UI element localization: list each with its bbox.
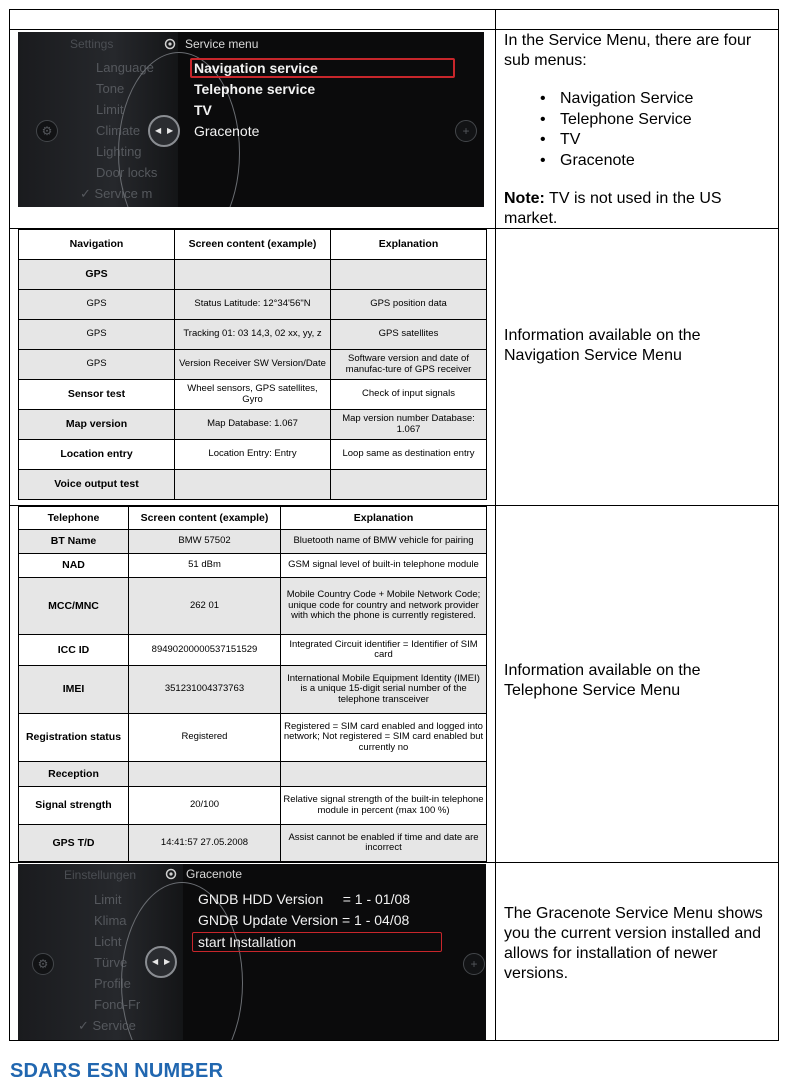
start-installation-item[interactable]: start Installation [198, 934, 297, 950]
table-row [19, 530, 487, 554]
row-divider [9, 862, 779, 863]
table-cell: Registered [129, 714, 281, 762]
table-cell: BMW 57502 [129, 530, 281, 554]
sidebar-item: Türve [94, 955, 128, 970]
gear-icon: ⚙ [32, 953, 54, 975]
table-row [19, 714, 487, 762]
table-cell: 51 dBm [129, 554, 281, 578]
sidebar-item: Language [96, 60, 154, 75]
service-menu-title: Service menu [185, 37, 259, 51]
gracenote-title: Gracenote [186, 867, 243, 881]
table-cell: Map version [19, 410, 175, 440]
table-row [19, 440, 487, 470]
table-cell: Location entry [19, 440, 175, 470]
table-cell: 351231004373763 [129, 666, 281, 714]
sidebar-item: Limit [96, 102, 124, 117]
table-cell: Status Latitude: 12°34'56"N [175, 290, 331, 320]
table-cell: 89490200000537151529 [129, 635, 281, 666]
table-cell: Map Database: 1.067 [175, 410, 331, 440]
table-cell: Location Entry: Entry [175, 440, 331, 470]
table-cell: GPS [19, 290, 175, 320]
table-row [19, 578, 487, 635]
table-cell: GPS [19, 350, 175, 380]
table-cell: IMEI [19, 666, 129, 714]
table-cell: NAD [19, 554, 129, 578]
table-header: Explanation [331, 230, 487, 260]
table-cell: Wheel sensors, GPS satellites, Gyro [175, 380, 331, 410]
menu-item-telephone-service[interactable]: Telephone service [194, 81, 316, 97]
plus-icon: + [463, 953, 485, 975]
table-row [19, 470, 487, 500]
row-divider [9, 29, 779, 30]
table-cell: GPS [19, 320, 175, 350]
table-cell: International Mobile Equipment Identity (IMEI) is a unique 15-digit serial number of the telephone transceiver [281, 666, 487, 714]
einstellungen-label: Einstellungen [64, 868, 137, 882]
navigation-service-table [18, 229, 487, 500]
note [504, 189, 774, 229]
table-row [19, 290, 487, 320]
table-cell [129, 762, 281, 787]
gndb-hdd-version: GNDB HDD Version = 1 - 01/08 [198, 891, 411, 907]
plus-icon: + [455, 120, 477, 142]
table-cell: Sensor test [19, 380, 175, 410]
table-cell: Version Receiver SW Version/Date [175, 350, 331, 380]
table-cell: Assist cannot be enabled if time and date are incorrect [281, 825, 487, 862]
settings-label: Settings [70, 37, 114, 51]
table-cell: GPS T/D [19, 825, 129, 862]
note-text: TV is not used in the US market. [504, 190, 722, 227]
sidebar-item: Lighting [96, 144, 142, 159]
table-cell: ICC ID [19, 635, 129, 666]
table-cell: Signal strength [19, 787, 129, 825]
table-header: Explanation [281, 507, 487, 530]
gracenote-screenshot [18, 864, 486, 1040]
table-cell: GPS satellites [331, 320, 487, 350]
submenu-bullet: • TV [540, 130, 774, 151]
table-cell [175, 470, 331, 500]
table-cell: Check of input signals [331, 380, 487, 410]
gear-icon: ⚙ [36, 120, 58, 142]
table-row [19, 787, 487, 825]
table-cell: 20/100 [129, 787, 281, 825]
submenu-bullet: • Navigation Service [540, 89, 774, 110]
table-row [19, 554, 487, 578]
sidebar-item: Licht [94, 934, 122, 949]
service-menu-intro: In the Service Menu, there are four sub menus: [504, 32, 752, 69]
table-row [19, 762, 487, 787]
settings-gear-icon [164, 867, 178, 881]
sidebar-item: Climate [96, 123, 141, 138]
table-cell: 262 01 [129, 578, 281, 635]
controller-knob-icon: ◀ ▶ [148, 115, 180, 147]
submenu-bullet: • Telephone Service [540, 110, 774, 131]
menu-item-navigation-service[interactable]: Navigation service [194, 60, 318, 76]
table-row [19, 260, 487, 290]
table-cell: Registered = SIM card enabled and logged into network; Not registered = SIM card enabled but currently no [281, 714, 487, 762]
telephone-description: Information available on the Telephone Service Menu [504, 662, 701, 699]
table-header: Screen content (example) [175, 230, 331, 260]
table-cell: GPS position data [331, 290, 487, 320]
settings-gear-icon [163, 37, 177, 51]
table-row [19, 666, 487, 714]
menu-item-tv[interactable]: TV [194, 102, 212, 118]
navigation-description: Information available on the Navigation Service Menu [504, 327, 701, 364]
section-heading: SDARS ESN NUMBER [10, 1060, 224, 1082]
table-cell: Voice output test [19, 470, 175, 500]
table-cell [175, 260, 331, 290]
sidebar-item: ✓ Service m [80, 186, 153, 201]
table-cell: GPS [19, 260, 175, 290]
table-cell: Tracking 01: 03 14,3, 02 xx, yy, z [175, 320, 331, 350]
sidebar-item: Fond-Fr [94, 997, 141, 1012]
service-menu-screenshot [18, 32, 484, 207]
table-cell [331, 470, 487, 500]
gndb-update-version: GNDB Update Version = 1 - 04/08 [198, 912, 410, 928]
note-label: Note: [504, 190, 545, 207]
gracenote-description: The Gracenote Service Menu shows you the current version installed and allows for installation of newer versions. [504, 905, 763, 982]
table-cell: Bluetooth name of BMW vehicle for pairing [281, 530, 487, 554]
table-row [19, 635, 487, 666]
service-menu-description [504, 31, 774, 229]
sidebar-item: Limit [94, 892, 122, 907]
sidebar-item: Tone [96, 81, 125, 96]
sidebar-item: Klima [94, 913, 127, 928]
menu-item-gracenote[interactable]: Gracenote [194, 123, 260, 139]
table-row [19, 380, 487, 410]
table-cell: Software version and date of manufac-ture of GPS receiver [331, 350, 487, 380]
table-cell [331, 260, 487, 290]
table-row [19, 350, 487, 380]
table-cell: 14:41:57 27.05.2008 [129, 825, 281, 862]
table-header: Telephone [19, 507, 129, 530]
telephone-service-table [18, 506, 487, 862]
table-header: Navigation [19, 230, 175, 260]
table-cell: Integrated Circuit identifier = Identifier of SIM card [281, 635, 487, 666]
table-cell: Registration status [19, 714, 129, 762]
sidebar-item: Door locks [96, 165, 158, 180]
table-cell [281, 762, 487, 787]
table-row [19, 410, 487, 440]
table-cell: BT Name [19, 530, 129, 554]
controller-knob-icon: ◀ ▶ [145, 946, 177, 978]
table-header: Screen content (example) [129, 507, 281, 530]
table-cell: Loop same as destination entry [331, 440, 487, 470]
sidebar-item: ✓ Service [78, 1018, 136, 1033]
table-cell: Map version number Database: 1.067 [331, 410, 487, 440]
table-row [19, 320, 487, 350]
sidebar-item: Profile [94, 976, 131, 991]
table-cell: Mobile Country Code + Mobile Network Code; unique code for country and network provider with which the phone is currently registered. [281, 578, 487, 635]
submenu-list [504, 89, 774, 171]
table-cell: Relative signal strength of the built-in telephone module in percent (max 100 %) [281, 787, 487, 825]
column-divider [495, 9, 496, 1041]
table-cell: GSM signal level of built-in telephone module [281, 554, 487, 578]
table-cell: MCC/MNC [19, 578, 129, 635]
submenu-bullet: • Gracenote [540, 151, 774, 172]
table-cell: Reception [19, 762, 129, 787]
table-row [19, 825, 487, 862]
